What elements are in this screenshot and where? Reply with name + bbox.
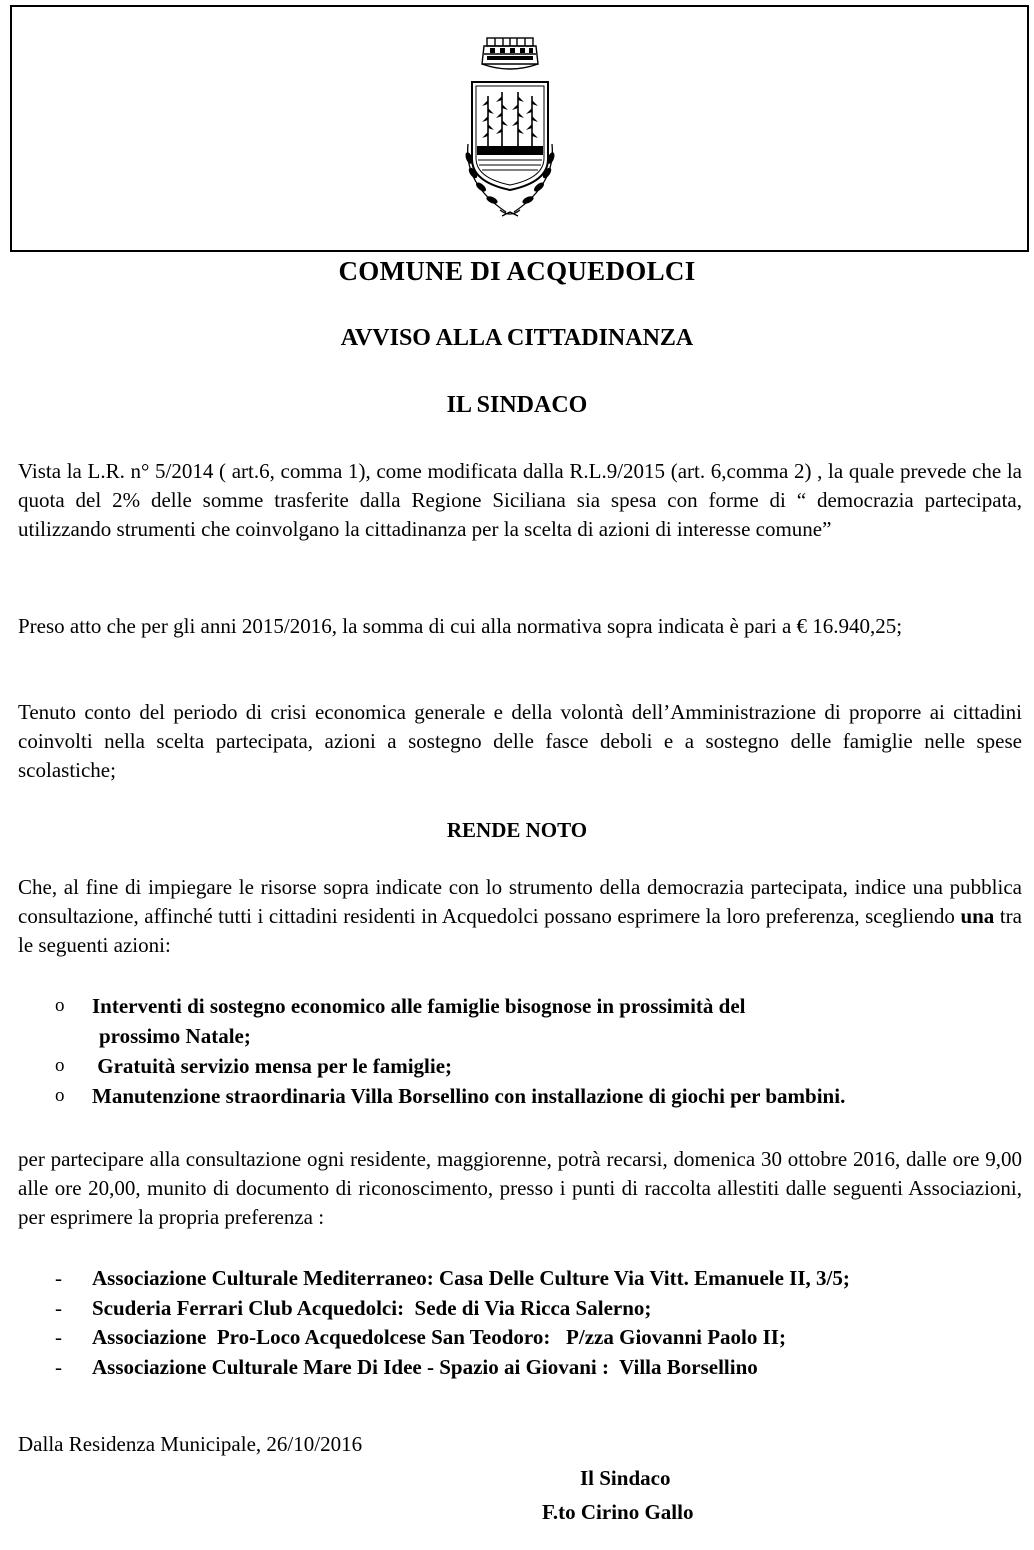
list-item [0,991,992,1051]
option-text-continuation: prossimo Natale; [99,1024,251,1048]
notice-subtitle: AVVISO ALLA CITTADINANZA [340,325,694,351]
association-text: Associazione Culturale Mediterraneo: Casa Delle Culture Via Vitt. Emanuele II, 3/5; [92,1266,850,1290]
associations-list [0,1264,1032,1382]
dash-marker: - [55,1325,62,1349]
list-item [0,1264,1032,1294]
consultation-text-start: Che, al fine di impiegare le risorse sopra indicate con lo strumento della democrazia partecipata, indice una pubblica consultazione, affinché tutti i cittadini residenti in Acquedolci possano esprimere la loro preferenza, scegliendo [18,875,1022,928]
paragraph-context: Tenuto conto del periodo di crisi economica generale e della volontà dell’Amministrazione di proporre ai cittadini coinvolti nella scelta partecipata, azioni a sostegno delle fasce deboli e a sostegno delle famiglie nelle spese scolastiche; [18,700,1022,782]
date-line: Dalla Residenza Municipale, 26/10/2016 [18,1432,363,1456]
consultation-text-end: tra le seguenti azioni: [18,904,1022,957]
option-text: Interventi di sostegno economico alle famiglie bisognose in prossimità del [92,994,746,1018]
dash-marker: - [55,1295,62,1320]
association-text: Associazione Pro-Loco Acquedolcese San Teodoro: P/zza Giovanni Paolo II; [92,1325,786,1349]
municipal-coat-of-arms-icon [440,34,580,224]
dash-marker: - [55,1354,62,1379]
list-item [0,1294,1032,1324]
list-item [0,1353,1032,1383]
consultation-emphasis: una [960,904,995,928]
paragraph-instructions: per partecipare alla consultazione ogni residente, maggiorenne, potrà recarsi, domenica 30 ottobre 2016, dalle ore 9,00 alle ore 20,00, munito di documento di riconoscimento, presso i punti di raccolta allestiti dalle seguenti Associazioni, per esprimere la propria preferenza : [18,1147,1022,1229]
signer-name: F.to Cirino Gallo [542,1500,694,1524]
list-item [0,1081,992,1111]
dash-marker: - [55,1266,62,1290]
list-item [0,1051,992,1081]
paragraph-consultation [18,873,1022,960]
signer-title: Il Sindaco [580,1466,671,1490]
list-item [0,1323,1032,1353]
rende-noto-heading: RENDE NOTO [446,818,588,842]
bullet-marker: o [55,1085,65,1106]
association-text: Associazione Culturale Mare Di Idee - Spazio ai Giovani : Villa Borsellino [92,1354,758,1379]
association-text: Scuderia Ferrari Club Acquedolci: Sede di Via Ricca Salerno; [92,1295,652,1320]
bullet-marker: o [55,995,65,1016]
paragraph-legal-reference: Vista la L.R. n° 5/2014 ( art.6, comma 1), come modificata dalla R.L.9/2015 (art. 6,comma 2) , la quale prevede che la quota del 2% delle somme trasferite dalla Regione Siciliana sia spesa con forme di “ democrazia partecipata, utilizzando strumenti che coinvolgano la cittadinanza per la scelta di azioni di interesse comune” [18,459,1022,541]
paragraph-amount: Preso atto che per gli anni 2015/2016, la somma di cui alla normativa sopra indicata è pari a € 16.940,25; [18,614,903,638]
options-list [0,991,992,1111]
option-text: Manutenzione straordinaria Villa Borsellino con installazione di giochi per bambini. [92,1084,846,1108]
option-text: Gratuità servizio mensa per le famiglie; [92,1054,453,1078]
page-title: COMUNE DI ACQUEDOLCI [338,256,696,286]
bullet-marker: o [55,1055,65,1076]
mayor-heading: IL SINDACO [446,392,588,418]
